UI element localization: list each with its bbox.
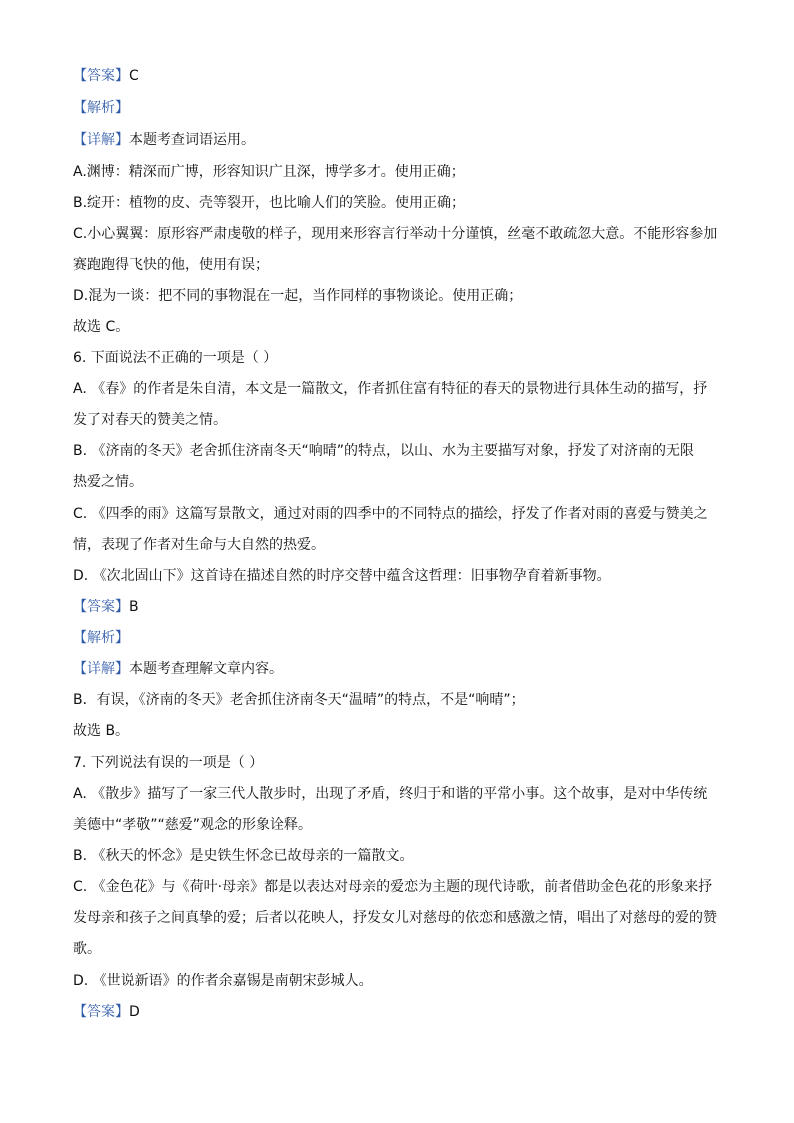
option-line: 发母亲和孩子之间真挚的爱；后者以花映人，抒发女儿对慈母的依恋和感激之情，唱出了对慈母的爱的赞 (73, 910, 717, 926)
explanation-line: C.小心翼翼：原形容严肃虔敬的样子，现用来形容言行举动十分谨慎，丝毫不敢疏忽大意。不能形容参加 (73, 226, 718, 242)
option-line: B. 《秋天的怀念》是史铁生怀念已故母亲的一篇散文。 (73, 848, 414, 864)
answer-value: B (129, 599, 139, 615)
option-line: 发了对春天的赞美之情。 (73, 412, 227, 428)
analysis-line (73, 98, 723, 118)
answer-value: D (129, 1004, 140, 1020)
option-line: 美德中“孝敬”“慈爱”观念的形象诠释。 (73, 817, 313, 833)
answer-tag: 【答案】 (73, 68, 129, 84)
answer-value: C (129, 68, 139, 84)
answer-line (73, 66, 723, 86)
analysis-tag: 【解析】 (73, 630, 129, 646)
detail-tag: 【详解】 (73, 132, 129, 148)
option-line: 歌。 (73, 941, 101, 957)
option-line: 热爱之情。 (73, 474, 143, 490)
explanation-line: B．有误，《济南的冬天》老舍抓住济南冬天“温晴”的特点，不是“响晴”； (73, 692, 525, 708)
explanation-line: D.混为一谈：把不同的事物混在一起，当作同样的事物谈论。使用正确； (73, 288, 523, 304)
analysis-tag: 【解析】 (73, 100, 129, 116)
detail-line (73, 130, 723, 150)
answer-tag: 【答案】 (73, 1004, 129, 1020)
option-line: B. 《济南的冬天》老舍抓住济南冬天“响晴”的特点，以山、水为主要描写对象，抒发了对济南的无限 (73, 443, 695, 459)
option-line: A. 《散步》描写了一家三代人散步时，出现了矛盾，终归于和谐的平常小事。这个故事，是对中华传统 (73, 786, 708, 802)
detail-text: 本题考查理解文章内容。 (129, 661, 283, 677)
detail-text: 本题考查词语运用。 (129, 132, 255, 148)
option-line: C. 《四季的雨》这篇写景散文，通过对雨的四季中的不同特点的描绘，抒发了作者对雨的喜爱与赞美之 (73, 506, 708, 522)
option-line: D. 《世说新语》的作者余嘉锡是南朝宋彭城人。 (73, 973, 373, 989)
conclusion-line: 故选 B。 (73, 723, 130, 739)
option-line: C. 《金色花》与《荷叶·母亲》都是以表达对母亲的爱恋为主题的现代诗歌，前者借助金色花的形象来抒 (73, 879, 713, 895)
analysis-line (73, 628, 723, 648)
option-line: D. 《次北固山下》这首诗在描述自然的时序交替中蕴含这哲理：旧事物孕育着新事物。 (73, 568, 611, 584)
explanation-line: B.绽开：植物的皮、壳等裂开，也比喻人们的笑脸。使用正确； (73, 195, 466, 211)
option-line: A. 《春》的作者是朱自清，本文是一篇散文，作者抓住富有特征的春天的景物进行具体生动的描写，抒 (73, 381, 708, 397)
question-stem: 7. 下列说法有误的一项是（ ） (73, 755, 264, 771)
detail-line (73, 659, 723, 679)
conclusion-line: 故选 C。 (73, 319, 130, 335)
answer-line (73, 597, 723, 617)
explanation-line: 赛跑跑得飞快的他，使用有误； (73, 257, 269, 273)
option-line: 情，表现了作者对生命与大自然的热爱。 (73, 537, 325, 553)
answer-line (73, 1002, 723, 1022)
question-stem: 6. 下面说法不正确的一项是（ ） (73, 350, 278, 366)
answer-tag: 【答案】 (73, 599, 129, 615)
explanation-line: A.渊博：精深而广博，形容知识广且深，博学多才。使用正确； (73, 164, 465, 180)
detail-tag: 【详解】 (73, 661, 129, 677)
